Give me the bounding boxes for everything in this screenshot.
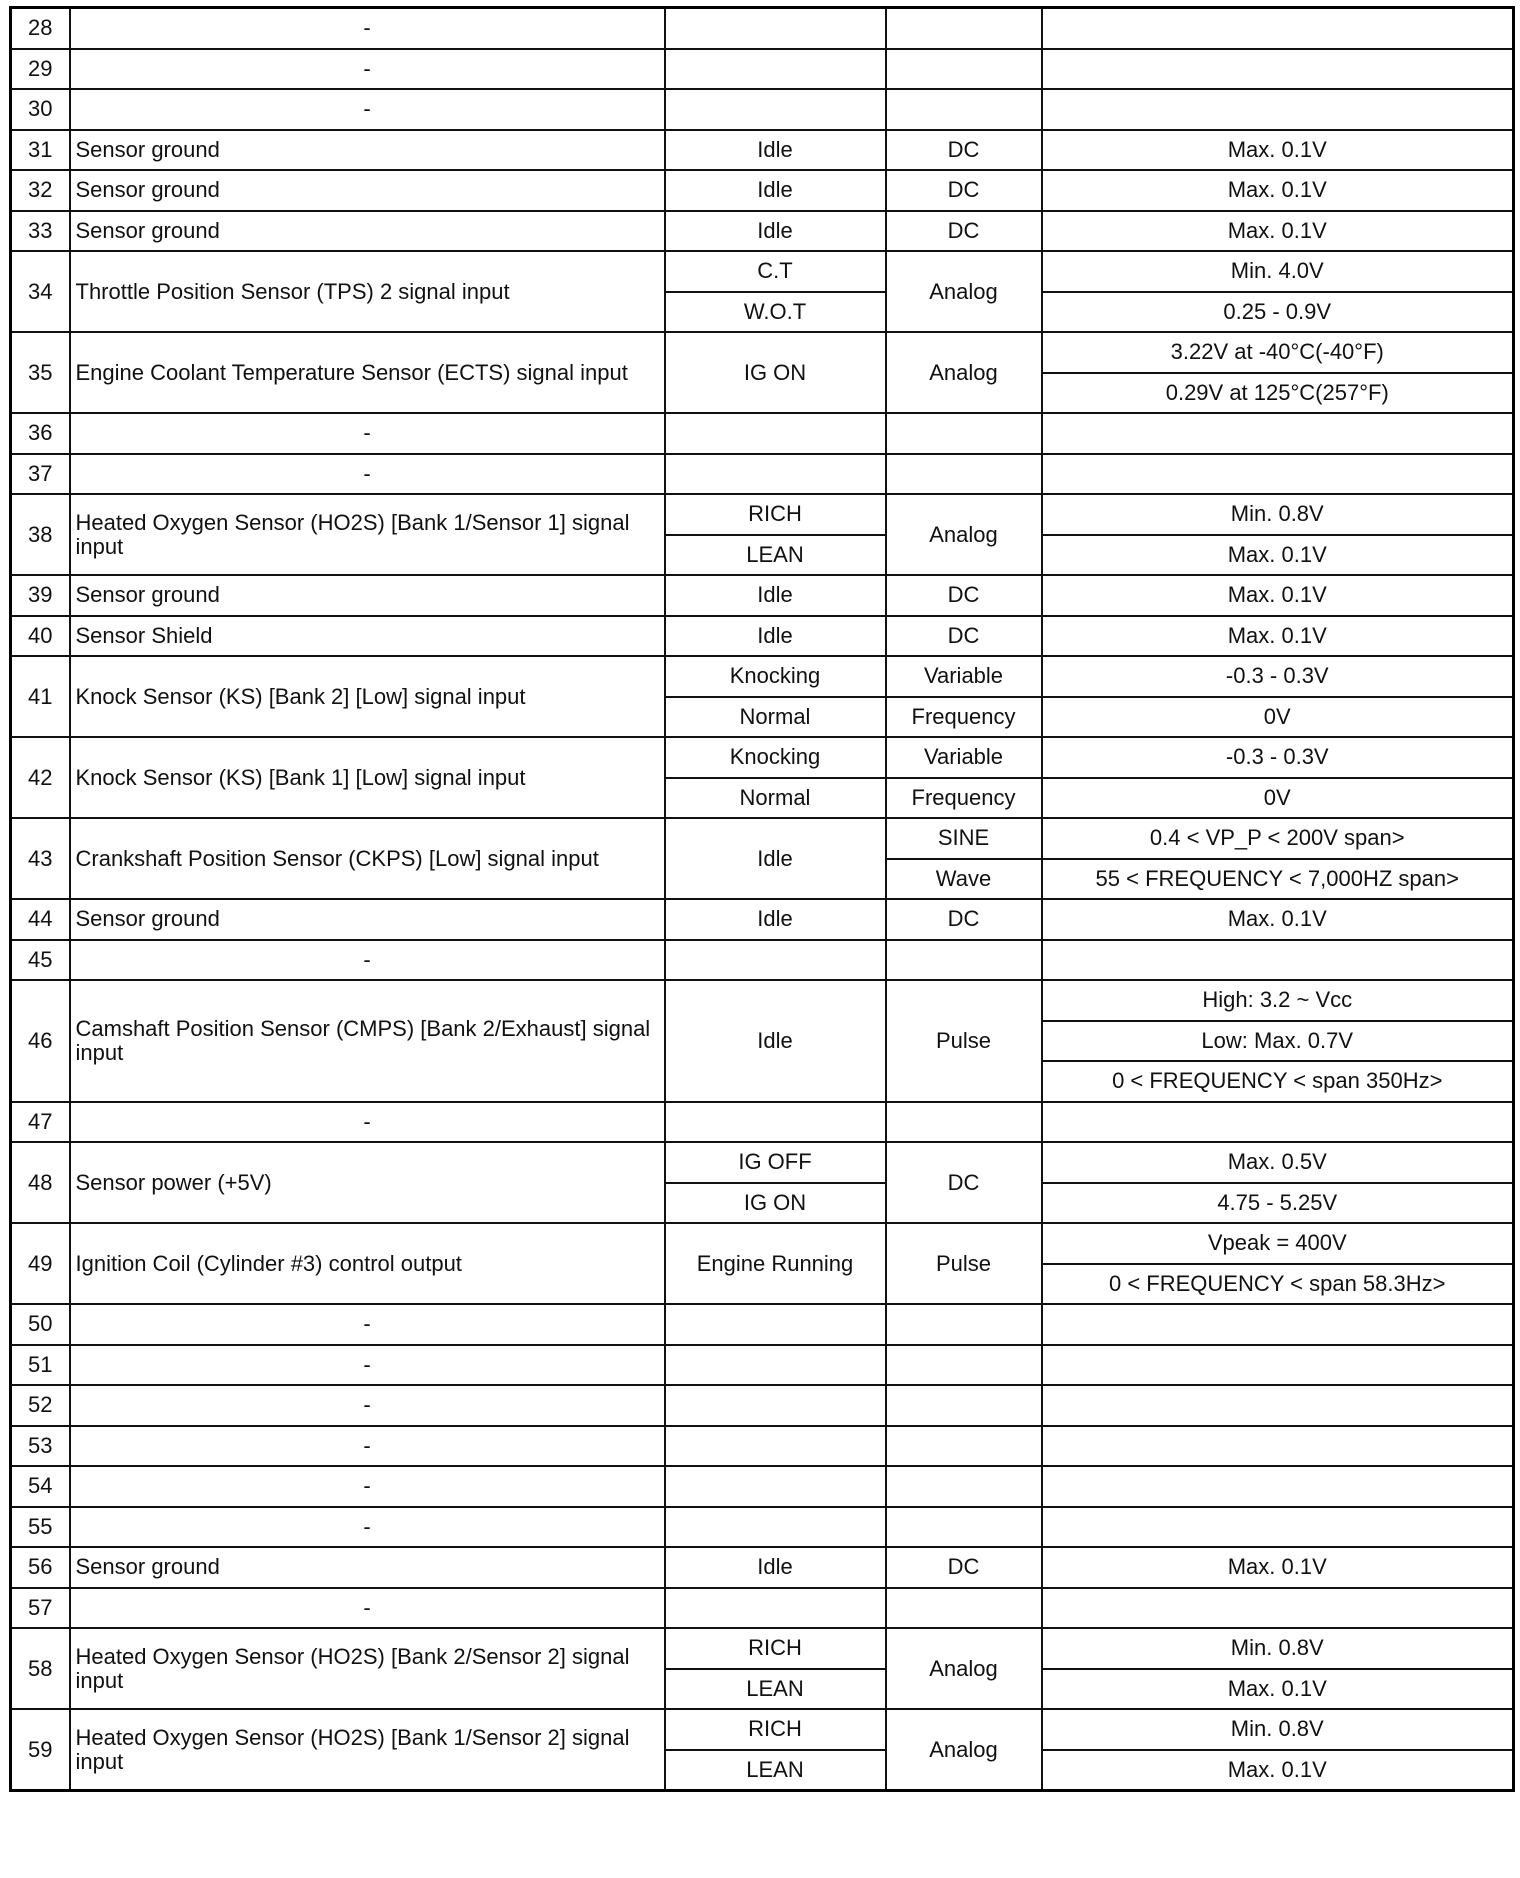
value-cell: Max. 0.1V bbox=[1042, 535, 1514, 576]
value-cell: Vpeak = 400V bbox=[1042, 1223, 1514, 1264]
description-cell: - bbox=[70, 1304, 665, 1345]
pin-number-cell: 51 bbox=[11, 1345, 70, 1386]
condition-cell bbox=[665, 1304, 886, 1345]
description-cell: Ignition Coil (Cylinder #3) control output bbox=[70, 1223, 665, 1304]
condition-cell: C.T bbox=[665, 251, 886, 292]
description-cell: Sensor ground bbox=[70, 211, 665, 252]
table-row bbox=[11, 1709, 1514, 1750]
signal-type-cell bbox=[886, 8, 1042, 49]
pin-number-cell: 46 bbox=[11, 980, 70, 1102]
signal-type-cell: Variable bbox=[886, 656, 1042, 697]
value-cell bbox=[1042, 1507, 1514, 1548]
description-cell: Knock Sensor (KS) [Bank 1] [Low] signal input bbox=[70, 737, 665, 818]
pin-number-cell: 54 bbox=[11, 1466, 70, 1507]
value-cell bbox=[1042, 1466, 1514, 1507]
value-cell: 0V bbox=[1042, 697, 1514, 738]
signal-type-cell bbox=[886, 454, 1042, 495]
value-cell: Max. 0.1V bbox=[1042, 575, 1514, 616]
condition-cell: Idle bbox=[665, 980, 886, 1102]
signal-type-cell: DC bbox=[886, 1547, 1042, 1588]
description-cell: Sensor ground bbox=[70, 899, 665, 940]
pin-number-cell: 29 bbox=[11, 49, 70, 90]
condition-cell: Idle bbox=[665, 170, 886, 211]
table-row bbox=[11, 940, 1514, 981]
pin-number-cell: 48 bbox=[11, 1142, 70, 1223]
condition-cell: W.O.T bbox=[665, 292, 886, 333]
signal-type-cell bbox=[886, 1426, 1042, 1467]
pin-number-cell: 28 bbox=[11, 8, 70, 49]
signal-type-cell bbox=[886, 1304, 1042, 1345]
table-row bbox=[11, 1142, 1514, 1183]
value-cell: Max. 0.1V bbox=[1042, 899, 1514, 940]
pin-number-cell: 53 bbox=[11, 1426, 70, 1467]
table-row bbox=[11, 1507, 1514, 1548]
description-cell: - bbox=[70, 8, 665, 49]
condition-cell: Idle bbox=[665, 818, 886, 899]
condition-cell: IG ON bbox=[665, 1183, 886, 1224]
table-row bbox=[11, 1547, 1514, 1588]
signal-type-cell bbox=[886, 1588, 1042, 1629]
description-cell: - bbox=[70, 1426, 665, 1467]
pin-number-cell: 36 bbox=[11, 413, 70, 454]
pin-number-cell: 52 bbox=[11, 1385, 70, 1426]
description-cell: Throttle Position Sensor (TPS) 2 signal input bbox=[70, 251, 665, 332]
signal-type-cell: Pulse bbox=[886, 1223, 1042, 1304]
condition-cell bbox=[665, 454, 886, 495]
table-row bbox=[11, 8, 1514, 49]
signal-type-cell bbox=[886, 413, 1042, 454]
value-cell: Max. 0.1V bbox=[1042, 211, 1514, 252]
signal-type-cell bbox=[886, 1466, 1042, 1507]
table-row bbox=[11, 89, 1514, 130]
condition-cell: Idle bbox=[665, 575, 886, 616]
pin-number-cell: 35 bbox=[11, 332, 70, 413]
condition-cell: RICH bbox=[665, 494, 886, 535]
value-cell bbox=[1042, 413, 1514, 454]
signal-type-cell: Variable bbox=[886, 737, 1042, 778]
signal-type-cell bbox=[886, 1507, 1042, 1548]
table-row bbox=[11, 616, 1514, 657]
signal-type-cell: Wave bbox=[886, 859, 1042, 900]
pin-number-cell: 41 bbox=[11, 656, 70, 737]
signal-type-cell: DC bbox=[886, 130, 1042, 171]
condition-cell: IG ON bbox=[665, 332, 886, 413]
signal-type-cell: DC bbox=[886, 899, 1042, 940]
condition-cell bbox=[665, 1102, 886, 1143]
signal-type-cell bbox=[886, 940, 1042, 981]
pin-number-cell: 55 bbox=[11, 1507, 70, 1548]
description-cell: Sensor ground bbox=[70, 1547, 665, 1588]
description-cell: Sensor ground bbox=[70, 170, 665, 211]
condition-cell bbox=[665, 89, 886, 130]
signal-type-cell: Frequency bbox=[886, 778, 1042, 819]
value-cell: 0V bbox=[1042, 778, 1514, 819]
pin-number-cell: 50 bbox=[11, 1304, 70, 1345]
value-cell bbox=[1042, 8, 1514, 49]
condition-cell: Knocking bbox=[665, 737, 886, 778]
table-row bbox=[11, 413, 1514, 454]
value-cell bbox=[1042, 1345, 1514, 1386]
description-cell: - bbox=[70, 1466, 665, 1507]
table-row bbox=[11, 49, 1514, 90]
pin-number-cell: 44 bbox=[11, 899, 70, 940]
table-row bbox=[11, 575, 1514, 616]
condition-cell bbox=[665, 1588, 886, 1629]
condition-cell bbox=[665, 413, 886, 454]
condition-cell: Normal bbox=[665, 778, 886, 819]
table-row bbox=[11, 251, 1514, 292]
value-cell: 0.25 - 0.9V bbox=[1042, 292, 1514, 333]
description-cell: Sensor power (+5V) bbox=[70, 1142, 665, 1223]
condition-cell: LEAN bbox=[665, 1750, 886, 1791]
pin-number-cell: 45 bbox=[11, 940, 70, 981]
condition-cell bbox=[665, 1507, 886, 1548]
condition-cell: Knocking bbox=[665, 656, 886, 697]
description-cell: - bbox=[70, 1385, 665, 1426]
condition-cell: Normal bbox=[665, 697, 886, 738]
table-row bbox=[11, 1588, 1514, 1629]
value-cell: 0.4 < VP_P < 200V span> bbox=[1042, 818, 1514, 859]
table-row bbox=[11, 1385, 1514, 1426]
table-row bbox=[11, 211, 1514, 252]
value-cell bbox=[1042, 940, 1514, 981]
condition-cell: Idle bbox=[665, 899, 886, 940]
table-row bbox=[11, 980, 1514, 1021]
value-cell: High: 3.2 ~ Vcc bbox=[1042, 980, 1514, 1021]
condition-cell: Idle bbox=[665, 1547, 886, 1588]
description-cell: - bbox=[70, 1588, 665, 1629]
description-cell: - bbox=[70, 454, 665, 495]
pin-number-cell: 42 bbox=[11, 737, 70, 818]
table-row bbox=[11, 1466, 1514, 1507]
signal-type-cell: DC bbox=[886, 616, 1042, 657]
pin-number-cell: 34 bbox=[11, 251, 70, 332]
description-cell: Sensor Shield bbox=[70, 616, 665, 657]
signal-type-cell: Frequency bbox=[886, 697, 1042, 738]
value-cell: Max. 0.1V bbox=[1042, 1750, 1514, 1791]
pin-number-cell: 37 bbox=[11, 454, 70, 495]
value-cell bbox=[1042, 1102, 1514, 1143]
pin-number-cell: 33 bbox=[11, 211, 70, 252]
signal-type-cell: Analog bbox=[886, 1709, 1042, 1791]
table-row bbox=[11, 1223, 1514, 1264]
pin-number-cell: 38 bbox=[11, 494, 70, 575]
value-cell: 0 < FREQUENCY < span 58.3Hz> bbox=[1042, 1264, 1514, 1305]
table-row bbox=[11, 818, 1514, 859]
signal-type-cell bbox=[886, 1385, 1042, 1426]
description-cell: Camshaft Position Sensor (CMPS) [Bank 2/Exhaust] signal input bbox=[70, 980, 665, 1102]
description-cell: Sensor ground bbox=[70, 130, 665, 171]
table-row bbox=[11, 170, 1514, 211]
pin-number-cell: 31 bbox=[11, 130, 70, 171]
condition-cell: LEAN bbox=[665, 1669, 886, 1710]
table-row bbox=[11, 494, 1514, 535]
signal-type-cell bbox=[886, 1345, 1042, 1386]
condition-cell: LEAN bbox=[665, 535, 886, 576]
pin-number-cell: 32 bbox=[11, 170, 70, 211]
table-row bbox=[11, 1628, 1514, 1669]
signal-type-cell: DC bbox=[886, 575, 1042, 616]
value-cell: Max. 0.1V bbox=[1042, 1669, 1514, 1710]
table-row bbox=[11, 1102, 1514, 1143]
condition-cell: Engine Running bbox=[665, 1223, 886, 1304]
value-cell: 0.29V at 125°C(257°F) bbox=[1042, 373, 1514, 414]
value-cell bbox=[1042, 1426, 1514, 1467]
condition-cell bbox=[665, 8, 886, 49]
table-row bbox=[11, 454, 1514, 495]
condition-cell: IG OFF bbox=[665, 1142, 886, 1183]
description-cell: Heated Oxygen Sensor (HO2S) [Bank 2/Sensor 2] signal input bbox=[70, 1628, 665, 1709]
table-row bbox=[11, 1426, 1514, 1467]
signal-type-cell bbox=[886, 89, 1042, 130]
pin-number-cell: 49 bbox=[11, 1223, 70, 1304]
condition-cell: Idle bbox=[665, 616, 886, 657]
pin-number-cell: 43 bbox=[11, 818, 70, 899]
table-row bbox=[11, 737, 1514, 778]
description-cell: - bbox=[70, 1345, 665, 1386]
pin-number-cell: 30 bbox=[11, 89, 70, 130]
description-cell: Heated Oxygen Sensor (HO2S) [Bank 1/Sensor 1] signal input bbox=[70, 494, 665, 575]
pin-number-cell: 57 bbox=[11, 1588, 70, 1629]
condition-cell: Idle bbox=[665, 211, 886, 252]
value-cell bbox=[1042, 1385, 1514, 1426]
signal-type-cell bbox=[886, 49, 1042, 90]
signal-type-cell: DC bbox=[886, 170, 1042, 211]
value-cell: 3.22V at -40°C(-40°F) bbox=[1042, 332, 1514, 373]
value-cell bbox=[1042, 89, 1514, 130]
value-cell: Max. 0.1V bbox=[1042, 1547, 1514, 1588]
signal-type-cell: DC bbox=[886, 1142, 1042, 1223]
value-cell bbox=[1042, 1304, 1514, 1345]
description-cell: Heated Oxygen Sensor (HO2S) [Bank 1/Sensor 2] signal input bbox=[70, 1709, 665, 1791]
table-row bbox=[11, 332, 1514, 373]
value-cell: Max. 0.1V bbox=[1042, 170, 1514, 211]
pin-specification-table bbox=[9, 6, 1515, 1792]
condition-cell bbox=[665, 1466, 886, 1507]
pin-number-cell: 59 bbox=[11, 1709, 70, 1791]
value-cell: 0 < FREQUENCY < span 350Hz> bbox=[1042, 1061, 1514, 1102]
signal-type-cell: Analog bbox=[886, 494, 1042, 575]
table-row bbox=[11, 1304, 1514, 1345]
pin-number-cell: 40 bbox=[11, 616, 70, 657]
pin-number-cell: 56 bbox=[11, 1547, 70, 1588]
condition-cell bbox=[665, 1345, 886, 1386]
condition-cell: Idle bbox=[665, 130, 886, 171]
value-cell: Low: Max. 0.7V bbox=[1042, 1021, 1514, 1062]
value-cell: Min. 0.8V bbox=[1042, 1709, 1514, 1750]
table-row bbox=[11, 130, 1514, 171]
description-cell: Crankshaft Position Sensor (CKPS) [Low] signal input bbox=[70, 818, 665, 899]
value-cell: Min. 0.8V bbox=[1042, 494, 1514, 535]
pin-number-cell: 58 bbox=[11, 1628, 70, 1709]
pin-number-cell: 39 bbox=[11, 575, 70, 616]
value-cell: 55 < FREQUENCY < 7,000HZ span> bbox=[1042, 859, 1514, 900]
description-cell: - bbox=[70, 89, 665, 130]
table-row bbox=[11, 1345, 1514, 1386]
value-cell bbox=[1042, 454, 1514, 495]
description-cell: Knock Sensor (KS) [Bank 2] [Low] signal input bbox=[70, 656, 665, 737]
description-cell: - bbox=[70, 49, 665, 90]
value-cell: -0.3 - 0.3V bbox=[1042, 737, 1514, 778]
condition-cell bbox=[665, 940, 886, 981]
signal-type-cell: Analog bbox=[886, 251, 1042, 332]
signal-type-cell: Analog bbox=[886, 1628, 1042, 1709]
table-body bbox=[11, 8, 1514, 1791]
description-cell: - bbox=[70, 413, 665, 454]
description-cell: - bbox=[70, 1102, 665, 1143]
condition-cell bbox=[665, 1385, 886, 1426]
signal-type-cell: Pulse bbox=[886, 980, 1042, 1102]
signal-type-cell: SINE bbox=[886, 818, 1042, 859]
value-cell: Max. 0.1V bbox=[1042, 616, 1514, 657]
signal-type-cell: Analog bbox=[886, 332, 1042, 413]
pin-number-cell: 47 bbox=[11, 1102, 70, 1143]
description-cell: - bbox=[70, 1507, 665, 1548]
value-cell: Max. 0.5V bbox=[1042, 1142, 1514, 1183]
description-cell: Engine Coolant Temperature Sensor (ECTS) signal input bbox=[70, 332, 665, 413]
value-cell: Min. 4.0V bbox=[1042, 251, 1514, 292]
table-row bbox=[11, 899, 1514, 940]
condition-cell bbox=[665, 49, 886, 90]
condition-cell bbox=[665, 1426, 886, 1467]
value-cell bbox=[1042, 49, 1514, 90]
table-row bbox=[11, 656, 1514, 697]
description-cell: - bbox=[70, 940, 665, 981]
value-cell bbox=[1042, 1588, 1514, 1629]
signal-type-cell: DC bbox=[886, 211, 1042, 252]
value-cell: Max. 0.1V bbox=[1042, 130, 1514, 171]
value-cell: 4.75 - 5.25V bbox=[1042, 1183, 1514, 1224]
description-cell: Sensor ground bbox=[70, 575, 665, 616]
condition-cell: RICH bbox=[665, 1628, 886, 1669]
signal-type-cell bbox=[886, 1102, 1042, 1143]
value-cell: -0.3 - 0.3V bbox=[1042, 656, 1514, 697]
value-cell: Min. 0.8V bbox=[1042, 1628, 1514, 1669]
condition-cell: RICH bbox=[665, 1709, 886, 1750]
